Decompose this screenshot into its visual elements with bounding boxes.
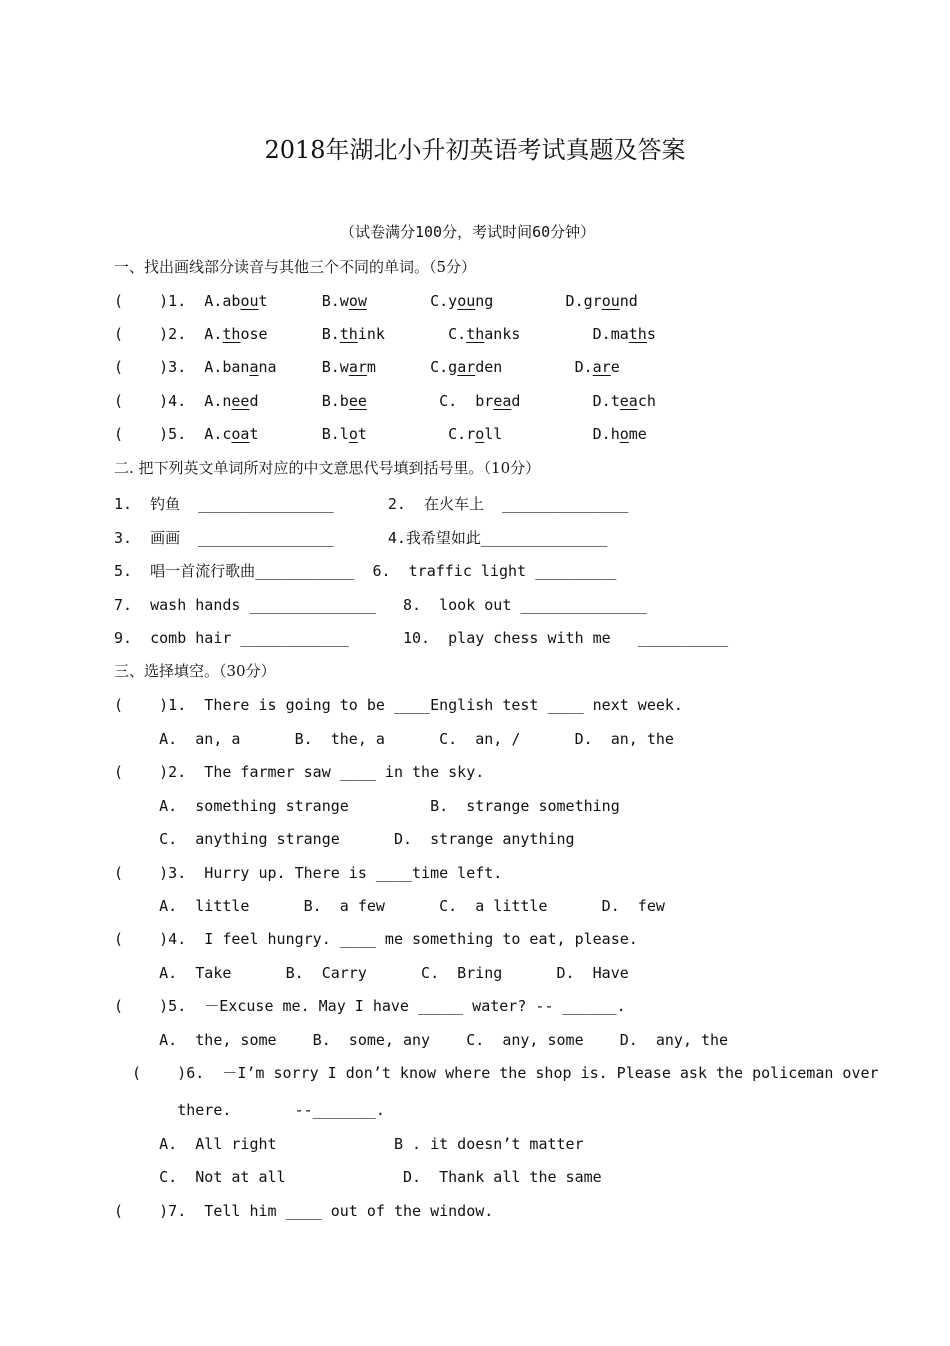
text-segment: t	[249, 425, 259, 443]
section-1-heading: 一、找出画线部分读音与其他三个不同的单词。（5分）	[114, 258, 477, 276]
text-segment: ma	[610, 325, 629, 343]
text-segment: B.	[258, 425, 340, 443]
page-title: 2018年湖北小升初英语考试真题及答案	[264, 136, 686, 164]
question: ( )2. The farmer saw ____ in the sky.	[114, 763, 485, 781]
text-segment: C.	[375, 358, 449, 376]
underlined-letters: th	[339, 325, 358, 343]
question: ( )3. Hurry up. There is ____time left.	[114, 864, 503, 882]
underlined-letters: oa	[231, 425, 250, 443]
text-segment: w	[339, 358, 349, 376]
underlined-letters: ou	[240, 292, 259, 310]
vocab-row: 1. 钓鱼 _______________ 2. 在火车上 ______________	[114, 495, 629, 513]
phonics-question	[114, 325, 656, 343]
section-2-heading: 二. 把下列英文单词所对应的中文意思代号填到括号里。（10分）	[114, 459, 541, 477]
vocab-row: 9. comb hair ____________ 10. play chess with me __________	[114, 629, 729, 647]
text-segment: D.	[493, 292, 584, 310]
text-segment: ll	[484, 425, 503, 443]
text-segment: ( )5. A.	[114, 425, 223, 443]
vocab-row: 5. 唱一首流行歌曲___________ 6. traffic light _________	[114, 562, 617, 580]
text-segment: me	[628, 425, 647, 443]
question: ( )6. －I’m sorry I don’t know where the shop is. Please ask the policeman over	[114, 1064, 879, 1082]
answer-options: A. Take B. Carry C. Bring D. Have	[114, 964, 629, 982]
answer-options: A. an, a B. the, a C. an, / D. an, the	[114, 730, 674, 748]
text-segment: ( )1. A.	[114, 292, 223, 310]
text-segment: ch	[637, 392, 656, 410]
text-segment: B.	[267, 325, 340, 343]
answer-options: there. --_______.	[114, 1101, 385, 1119]
answer-options: C. anything strange D. strange anything	[114, 830, 575, 848]
vocab-row: 3. 画画 _______________ 4.我希望如此______________	[114, 529, 608, 547]
underlined-letters: o	[475, 425, 485, 443]
underlined-letters: th	[222, 325, 241, 343]
text-segment: C.	[384, 325, 467, 343]
answer-options: A. something strange B. strange something	[114, 797, 620, 815]
phonics-question	[114, 392, 656, 410]
text-segment: gr	[583, 292, 602, 310]
text-segment: anks	[484, 325, 521, 343]
text-segment: ban	[222, 358, 250, 376]
text-segment: br	[475, 392, 494, 410]
text-segment: ink	[357, 325, 385, 343]
text-segment: l	[339, 425, 349, 443]
text-segment: y	[448, 292, 458, 310]
text-segment: B.	[258, 392, 340, 410]
text-segment: d	[249, 392, 259, 410]
text-segment: C.	[366, 425, 467, 443]
text-segment: nd	[619, 292, 638, 310]
text-segment: w	[339, 292, 349, 310]
phonics-question	[114, 292, 638, 310]
text-segment: D.	[502, 425, 611, 443]
underlined-letters: ar	[592, 358, 611, 376]
text-segment: na	[258, 358, 277, 376]
text-segment: C.	[366, 292, 449, 310]
text-segment: ng	[475, 292, 494, 310]
question: ( )5. －Excuse me. May I have _____ water? -- ______.	[114, 997, 626, 1015]
underlined-letters: ow	[348, 292, 367, 310]
underlined-letters: a	[249, 358, 259, 376]
underlined-letters: o	[348, 425, 358, 443]
section-3-heading: 三、选择填空。（30分）	[114, 662, 276, 680]
text-segment: c	[222, 425, 232, 443]
question: ( )1. There is going to be ____English test ____ next week.	[114, 696, 683, 714]
text-segment: D.	[502, 358, 593, 376]
text-segment: r	[466, 425, 476, 443]
text-segment: C.	[366, 392, 476, 410]
answer-options: A. All right B . it doesn’t matter	[114, 1135, 584, 1153]
text-segment: n	[222, 392, 232, 410]
underlined-letters: ea	[493, 392, 512, 410]
text-segment: h	[610, 425, 620, 443]
text-segment: m	[366, 358, 376, 376]
answer-options: A. little B. a few C. a little D. few	[114, 897, 665, 915]
text-segment: e	[610, 358, 620, 376]
answer-options: C. Not at all D. Thank all the same	[114, 1168, 602, 1186]
phonics-question	[114, 425, 647, 443]
text-segment: B.	[276, 358, 340, 376]
text-segment: g	[448, 358, 458, 376]
vocab-row: 7. wash hands ______________ 8. look out ______________	[114, 596, 647, 614]
text-segment: ab	[222, 292, 241, 310]
underlined-letters: ar	[457, 358, 476, 376]
underlined-letters: ee	[231, 392, 250, 410]
text-segment: ( )2. A.	[114, 325, 223, 343]
question: ( )7. Tell him ____ out of the window.	[114, 1202, 494, 1220]
text-segment: s	[646, 325, 656, 343]
text-segment: b	[339, 392, 349, 410]
underlined-letters: ou	[601, 292, 620, 310]
text-segment: ( )3. A.	[114, 358, 223, 376]
underlined-letters: th	[466, 325, 485, 343]
text-segment: t	[357, 425, 367, 443]
underlined-letters: ar	[348, 358, 367, 376]
text-segment: d	[511, 392, 521, 410]
underlined-letters: ea	[619, 392, 638, 410]
text-segment: t	[610, 392, 620, 410]
underlined-letters: th	[628, 325, 647, 343]
text-segment: ose	[240, 325, 268, 343]
underlined-letters: o	[619, 425, 629, 443]
phonics-question	[114, 358, 620, 376]
text-segment: t	[258, 292, 268, 310]
text-segment: den	[475, 358, 503, 376]
text-segment: D.	[520, 325, 611, 343]
underlined-letters: ou	[457, 292, 476, 310]
exam-info: （试卷满分100分，考试时间60分钟）	[340, 223, 596, 241]
underlined-letters: ee	[348, 392, 367, 410]
question: ( )4. I feel hungry. ____ me something to eat, please.	[114, 930, 638, 948]
text-segment: B.	[267, 292, 340, 310]
answer-options: A. the, some B. some, any C. any, some D. any, the	[114, 1031, 729, 1049]
text-segment: ( )4. A.	[114, 392, 223, 410]
text-segment: D.	[520, 392, 611, 410]
